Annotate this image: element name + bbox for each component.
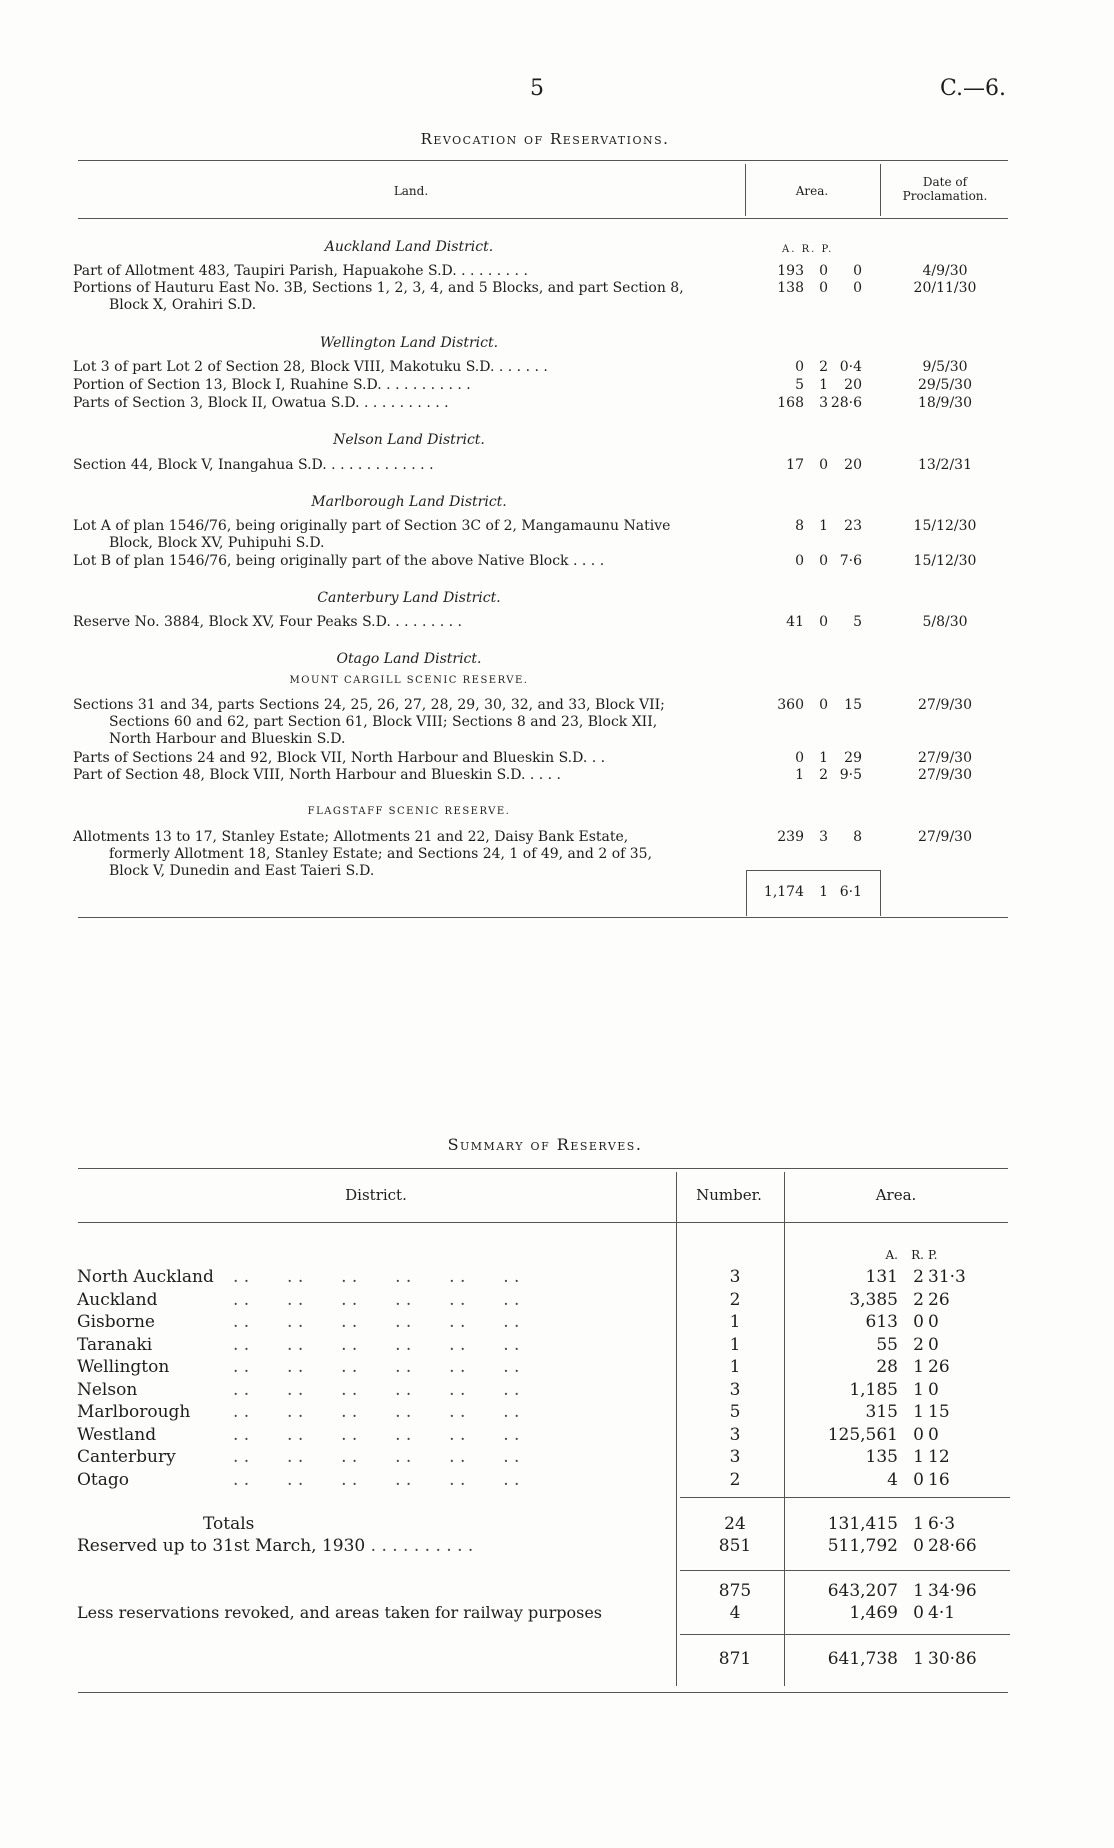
proclamation-date: 27/9/30 (918, 750, 972, 766)
table-bottom-rule (78, 917, 1008, 918)
summary-district-number: 1 (729, 1312, 741, 1332)
summary-district-number: 1 (729, 1357, 741, 1377)
summary-district-area: 3,385 2 26 (849, 1290, 950, 1310)
district-heading: Marlborough Land District. (311, 494, 507, 510)
final-number: 871 (718, 1649, 752, 1669)
summary-district-number: 3 (729, 1267, 741, 1287)
land-description: Portion of Section 13, Block I, Ruahine S.D. . . . . . . . . . . (73, 377, 471, 393)
col-header-area: Area. (795, 184, 829, 198)
summary-divider (676, 1172, 677, 1686)
summary-district-area: 55 2 0 (876, 1335, 939, 1355)
summary-district-name: Gisborne . . . . . . . . . . . . (77, 1312, 520, 1332)
district-heading: Canterbury Land District. (317, 590, 501, 606)
less-label: Less reservations revoked, and areas taken for railway purposes (77, 1603, 602, 1622)
col-header-summary-area: Area. (875, 1186, 917, 1204)
summary-district-name: North Auckland . . . . . . . . . . . . (77, 1267, 520, 1287)
totals-rule (680, 1497, 1010, 1498)
district-heading: Nelson Land District. (333, 432, 485, 448)
proclamation-date: 5/8/30 (922, 614, 968, 630)
proclamation-date: 15/12/30 (913, 518, 977, 534)
land-description: Part of Allotment 483, Taupiri Parish, Hapuakohe S.D. . . . . . . . . (73, 263, 528, 279)
summary-district-number: 2 (729, 1290, 741, 1310)
area-value: 193 0 0 (777, 263, 862, 279)
area-value: 41 0 5 (786, 614, 862, 630)
land-description: Lot B of plan 1546/76, being originally part of the above Native Block . . . . (73, 553, 605, 569)
reserved-number: 851 (718, 1536, 752, 1556)
district-heading: Wellington Land District. (319, 335, 499, 351)
proclamation-date: 13/2/31 (918, 457, 972, 473)
land-description: Reserve No. 3884, Block XV, Four Peaks S.D. . . . . . . . . (73, 614, 462, 630)
area-units-label: A. R. P. (782, 244, 834, 255)
summary-district-area: 613 0 0 (865, 1312, 939, 1332)
proclamation-date: 15/12/30 (913, 553, 977, 569)
revocation-title: Revocation of Reservations. (420, 130, 670, 148)
summary-bottom-rule (78, 1692, 1008, 1693)
totals-number: 24 (724, 1514, 746, 1534)
area-value: 0 2 0·4 (795, 359, 862, 375)
final-area: 641,738 1 30·86 (827, 1649, 977, 1669)
summary-area-units: A. R. P. (885, 1248, 938, 1262)
area-value: 5 1 20 (795, 377, 862, 393)
proclamation-date: 18/9/30 (918, 395, 972, 411)
area-value: 1 2 9·5 (795, 767, 862, 783)
summary-district-name: Marlborough . . . . . . . . . . . . (77, 1402, 520, 1422)
district-heading: Auckland Land District. (324, 239, 494, 255)
summary-district-area: 125,561 0 0 (827, 1425, 939, 1445)
summary-title: Summary of Reserves. (447, 1135, 643, 1154)
proclamation-date: 20/11/30 (913, 280, 977, 296)
area-value: 138 0 0 (777, 280, 862, 296)
summary-district-area: 135 1 12 (865, 1447, 950, 1467)
land-description: Portions of Hauturu East No. 3B, Sections 1, 2, 3, 4, and 5 Blocks, and part Section 8, Block X, Orahiri S.D. (73, 280, 684, 313)
land-description: Lot 3 of part Lot 2 of Section 28, Block VIII, Makotuku S.D. . . . . . . (73, 359, 548, 375)
summary-district-area: 315 1 15 (865, 1402, 950, 1422)
summary-district-area: 1,185 1 0 (849, 1380, 939, 1400)
summary-top-rule (78, 1168, 1008, 1169)
summary-district-name: Otago . . . . . . . . . . . . (77, 1470, 520, 1490)
summary-district-name: Wellington . . . . . . . . . . . . (77, 1357, 520, 1377)
col-header-land: Land. (393, 184, 429, 198)
totals-label: Totals (203, 1514, 255, 1534)
district-heading: Otago Land District. (336, 651, 482, 667)
header-bottom-rule (78, 218, 1008, 219)
summary-district-number: 1 (729, 1335, 741, 1355)
total-top-rule (746, 870, 880, 871)
summary-header-rule (78, 1222, 1008, 1223)
revocation-total: 1,174 1 6·1 (763, 884, 862, 900)
table-top-rule (78, 160, 1008, 161)
summary-district-name: Nelson . . . . . . . . . . . . (77, 1380, 520, 1400)
area-value: 360 0 15 (777, 697, 862, 713)
reserved-label: Reserved up to 31st March, 1930 . . . . . . . . . . (77, 1536, 474, 1556)
proclamation-date: 29/5/30 (918, 377, 972, 393)
proclamation-date: 27/9/30 (918, 829, 972, 845)
proclamation-date: 9/5/30 (922, 359, 968, 375)
summary-district-area: 4 0 16 (887, 1470, 950, 1490)
area-value: 168 3 28·6 (777, 395, 862, 411)
summary-district-area: 131 2 31·3 (865, 1267, 966, 1287)
totals-area: 131,415 1 6·3 (827, 1514, 956, 1534)
col-header-date: Date of Proclamation. (902, 175, 988, 203)
area-value: 239 3 8 (777, 829, 862, 845)
summary-district-name: Westland . . . . . . . . . . . . (77, 1425, 520, 1445)
less-area: 1,469 0 4·1 (849, 1603, 956, 1623)
proclamation-date: 27/9/30 (918, 697, 972, 713)
final-rule (680, 1634, 1010, 1635)
less-number: 4 (729, 1603, 741, 1623)
header-divider (745, 164, 746, 216)
reserve-subheading: FLAGSTAFF SCENIC RESERVE. (307, 806, 511, 817)
land-description: Lot A of plan 1546/76, being originally part of Section 3C of 2, Mangamaunu Native Block, Block XV, Puhipuhi S.D. (73, 518, 671, 551)
summary-district-name: Auckland . . . . . . . . . . . . (77, 1290, 520, 1310)
summary-district-number: 5 (729, 1402, 741, 1422)
summary-district-number: 2 (729, 1470, 741, 1490)
land-description: Part of Section 48, Block VIII, North Harbour and Blueskin S.D. . . . . (73, 767, 562, 783)
proclamation-date: 4/9/30 (922, 263, 968, 279)
subtotal-number: 875 (718, 1581, 752, 1601)
area-value: 0 1 29 (795, 750, 862, 766)
area-value: 0 0 7·6 (795, 553, 862, 569)
summary-district-name: Taranaki . . . . . . . . . . . . (77, 1335, 520, 1355)
page-number: 5 (530, 76, 544, 101)
reserved-area: 511,792 0 28·66 (827, 1536, 977, 1556)
summary-district-area: 28 1 26 (876, 1357, 950, 1377)
summary-district-name: Canterbury . . . . . . . . . . . . (77, 1447, 520, 1467)
area-value: 8 1 23 (795, 518, 862, 534)
document-reference: C.—6. (940, 76, 1007, 101)
header-divider (880, 164, 881, 216)
col-header-district: District. (345, 1186, 407, 1204)
summary-district-number: 3 (729, 1425, 741, 1445)
land-description: Parts of Section 3, Block II, Owatua S.D. . . . . . . . . . . (73, 395, 449, 411)
land-description: Sections 31 and 34, parts Sections 24, 25, 26, 27, 28, 29, 30, 32, and 33, Block VII; Sections 60 and 62, part Section 61, Block VIII; Sections 8 and 23, Block XII, North Harbour and Blueskin S.D. (73, 697, 665, 747)
subtotal-rule (680, 1570, 1010, 1571)
land-description: Parts of Sections 24 and 92, Block VII, North Harbour and Blueskin S.D. . . (73, 750, 606, 766)
area-value: 17 0 20 (786, 457, 862, 473)
proclamation-date: 27/9/30 (918, 767, 972, 783)
land-description: Section 44, Block V, Inangahua S.D. . . . . . . . . . . . . (73, 457, 434, 473)
subtotal-area: 643,207 1 34·96 (827, 1581, 977, 1601)
summary-district-number: 3 (729, 1380, 741, 1400)
col-header-number: Number. (696, 1186, 762, 1204)
total-box-right (880, 870, 881, 916)
reserve-subheading: MOUNT CARGILL SCENIC RESERVE. (289, 675, 529, 686)
summary-district-number: 3 (729, 1447, 741, 1467)
land-description: Allotments 13 to 17, Stanley Estate; Allotments 21 and 22, Daisy Bank Estate, formerly Allotment 18, Stanley Estate; and Sections 24, 1 of 49, and 2 of 35, Block V, Dunedin and East Taieri S.D. (73, 829, 653, 879)
